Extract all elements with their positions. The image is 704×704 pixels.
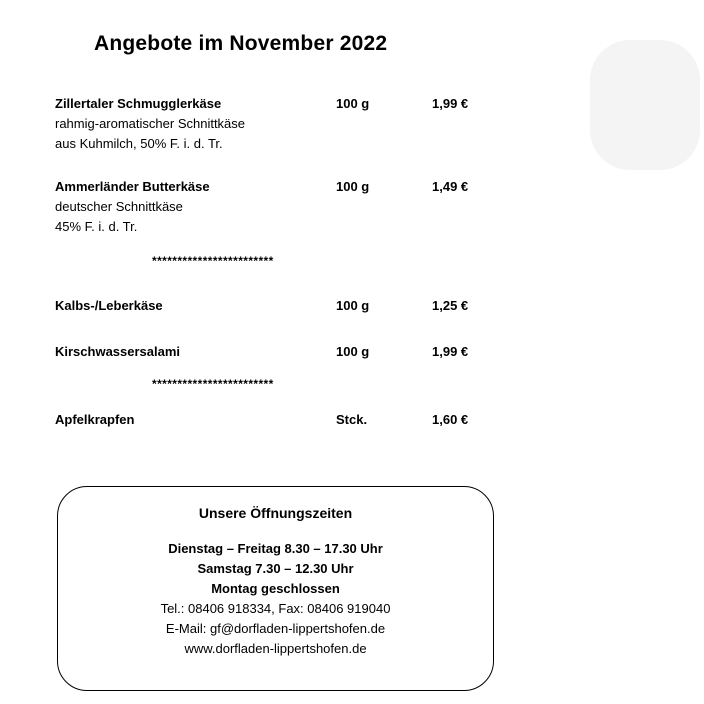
offer-price: 1,99 € [432, 344, 469, 359]
offer-description: deutscher Schnittkäse [55, 199, 183, 214]
hours-weekdays: Dienstag – Freitag 8.30 – 17.30 Uhr [168, 541, 383, 556]
opening-hours-title: Unsere Öffnungszeiten [198, 505, 353, 521]
offer-name: Zillertaler Schmugglerkäse [55, 96, 222, 111]
contact-website: www.dorfladen-lippertshofen.de [184, 641, 367, 656]
offer-quantity: 100 g [336, 344, 370, 359]
offer-quantity: 100 g [336, 298, 370, 313]
offer-price: 1,99 € [432, 96, 469, 111]
separator: ************************ [152, 377, 274, 391]
hours-monday: Montag geschlossen [211, 581, 340, 596]
offer-quantity: 100 g [336, 96, 370, 111]
offer-item-1 [55, 94, 245, 154]
offer-name: Apfelkrapfen [55, 412, 135, 427]
offer-name: Ammerländer Butterkäse [55, 179, 210, 194]
offer-description: rahmig-aromatischer Schnittkäse [55, 116, 246, 131]
offer-name: Kirschwassersalami [55, 344, 181, 359]
offer-price: 1,25 € [432, 298, 469, 313]
offer-price: 1,49 € [432, 179, 469, 194]
offer-item-2 [55, 177, 210, 237]
contact-phone: Tel.: 08406 918334, Fax: 08406 919040 [160, 601, 391, 616]
page-title: Angebote im November 2022 [94, 32, 388, 55]
offer-quantity: Stck. [336, 412, 368, 427]
hours-saturday: Samstag 7.30 – 12.30 Uhr [197, 561, 354, 576]
background-watermark [590, 40, 700, 170]
offer-item-4 [55, 342, 180, 362]
opening-hours-box [57, 486, 494, 691]
offer-name: Kalbs-/Leberkäse [55, 298, 163, 313]
offer-price: 1,60 € [432, 412, 469, 427]
separator: ************************ [152, 254, 274, 268]
contact-email: E-Mail: gf@dorfladen-lippertshofen.de [165, 621, 386, 636]
opening-hours-details [58, 539, 493, 659]
offer-item-5 [55, 410, 134, 430]
offer-description: 45% F. i. d. Tr. [55, 219, 138, 234]
offer-item-3 [55, 296, 163, 316]
offer-description: aus Kuhmilch, 50% F. i. d. Tr. [55, 136, 223, 151]
offer-quantity: 100 g [336, 179, 370, 194]
